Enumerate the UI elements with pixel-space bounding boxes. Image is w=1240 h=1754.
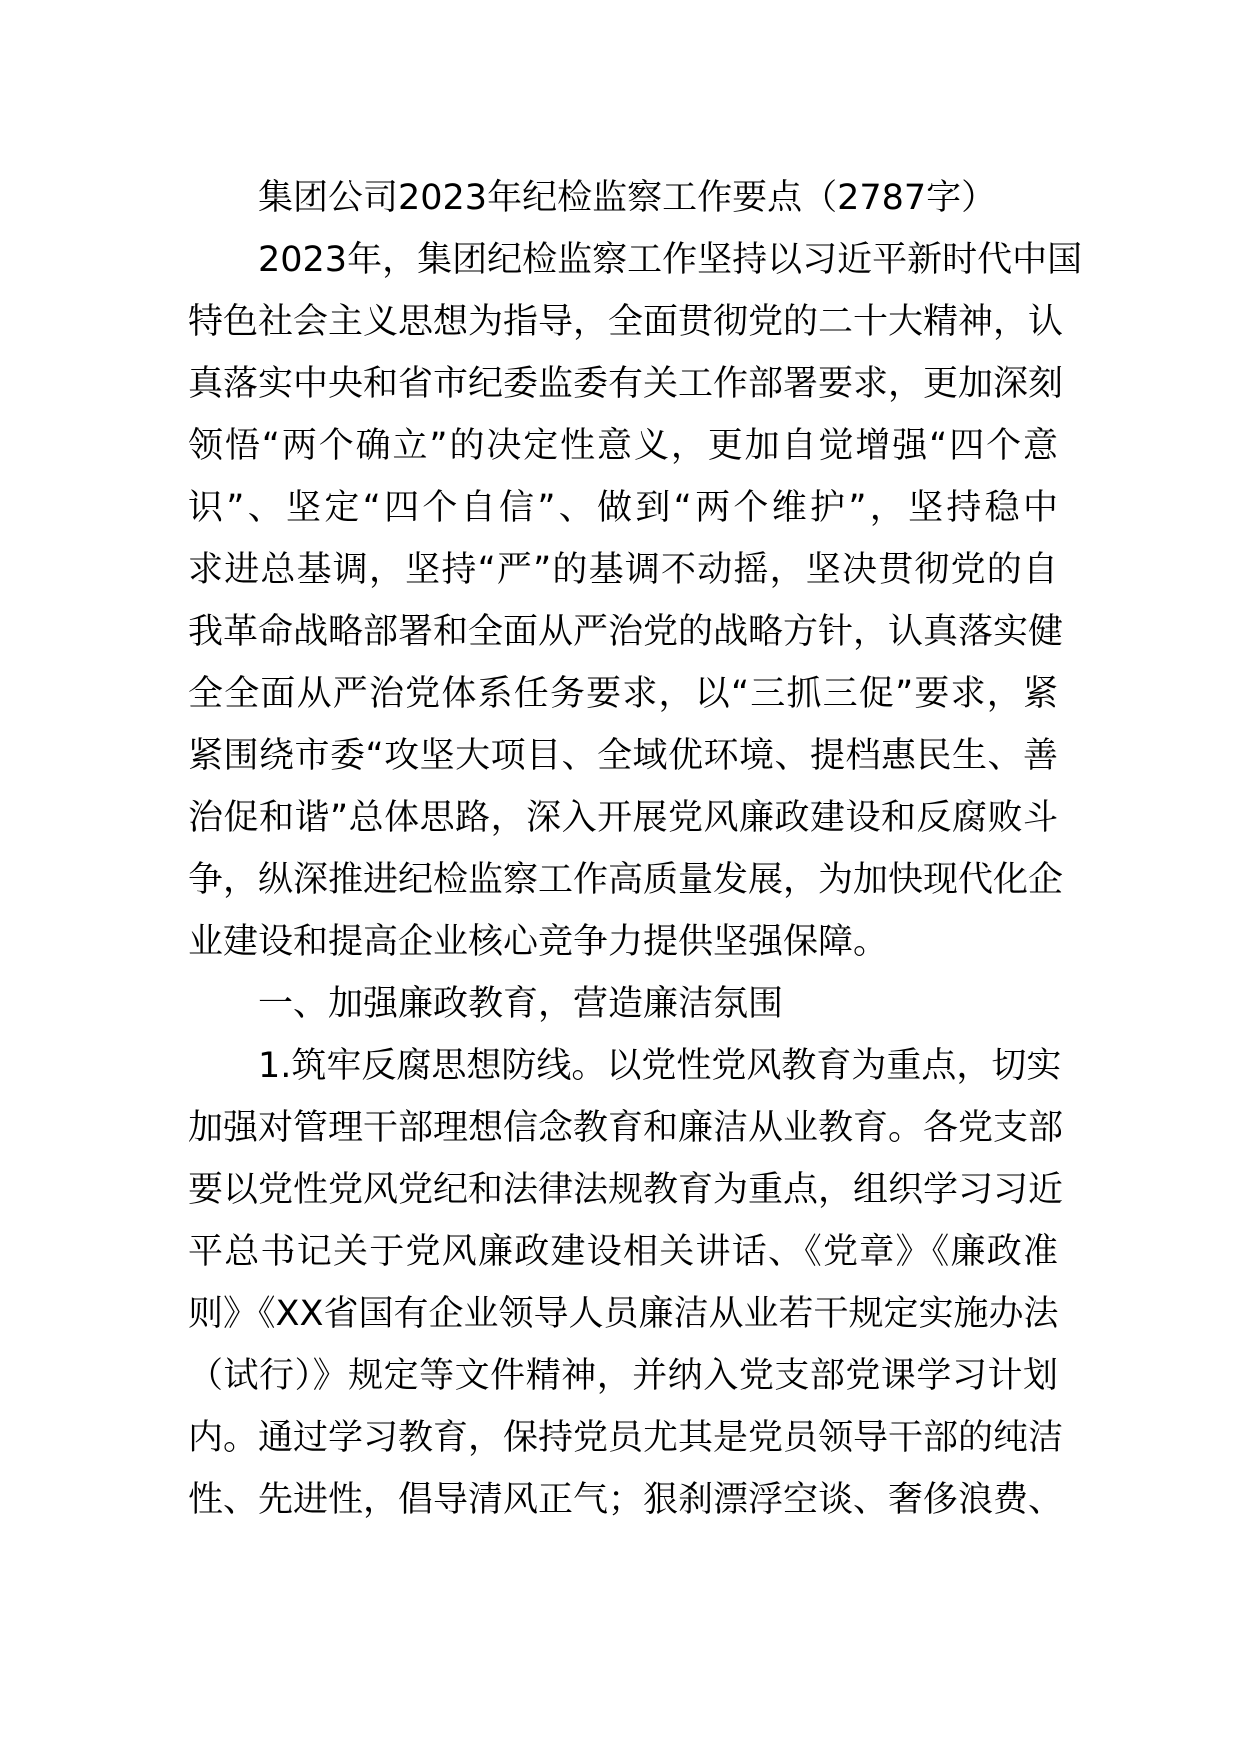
paragraph-line: 平总书记关于党风廉政建设相关讲话、《党章》《廉政准 [188, 1232, 1058, 1272]
paragraph-line: 1.筑牢反腐思想防线。以党性党风教育为重点，切实 [258, 1046, 1062, 1086]
paragraph-line: 求进总基调，坚持“严”的基调不动摇，坚决贯彻党的自 [188, 550, 1058, 590]
paragraph-line: 要以党性党风党纪和法律法规教育为重点，组织学习习近 [188, 1170, 1064, 1210]
paragraph-line: 治促和谐”总体思路，深入开展党风廉政建设和反腐败斗 [188, 798, 1058, 838]
paragraph-line: 加强对管理干部理想信念教育和廉洁从业教育。各党支部 [188, 1108, 1064, 1148]
section-heading: 一、加强廉政教育，营造廉洁氛围 [258, 984, 784, 1024]
paragraph-line: 特色社会主义思想为指导，全面贯彻党的二十大精神，认 [188, 302, 1064, 342]
paragraph-line: 全全面从严治党体系任务要求，以“三抓三促”要求，紧 [188, 674, 1058, 714]
paragraph-line: （试行）》规定等文件精神，并纳入党支部党课学习计划 [188, 1356, 1058, 1396]
paragraph-line: 业建设和提高企业核心竞争力提供坚强保障。 [188, 922, 889, 962]
paragraph-line: 识”、坚定“四个自信”、做到“两个维护”，坚持稳中 [188, 488, 1058, 528]
paragraph-line: 我革命战略部署和全面从严治党的战略方针，认真落实健 [188, 612, 1064, 652]
paragraph-line: 2023年，集团纪检监察工作坚持以习近平新时代中国 [258, 240, 1083, 280]
paragraph-line: 则》《XX省国有企业领导人员廉洁从业若干规定实施办法 [188, 1294, 1059, 1334]
paragraph-line: 紧围绕市委“攻坚大项目、全域优环境、提档惠民生、善 [188, 736, 1058, 776]
paragraph-line: 争，纵深推进纪检监察工作高质量发展，为加快现代化企 [188, 860, 1064, 900]
paragraph-line: 内。通过学习教育，保持党员尤其是党员领导干部的纯洁 [188, 1418, 1064, 1458]
document-body [188, 167, 1083, 1531]
paragraph-line: 性、先进性，倡导清风正气；狠刹漂浮空谈、奢侈浪费、 [188, 1480, 1064, 1520]
paragraph-line: 领悟“两个确立”的决定性意义，更加自觉增强“四个意 [188, 426, 1058, 466]
document-title: 集团公司2023年纪检监察工作要点（2787字） [258, 178, 997, 218]
paragraph-line: 真落实中央和省市纪委监委有关工作部署要求，更加深刻 [188, 364, 1064, 404]
